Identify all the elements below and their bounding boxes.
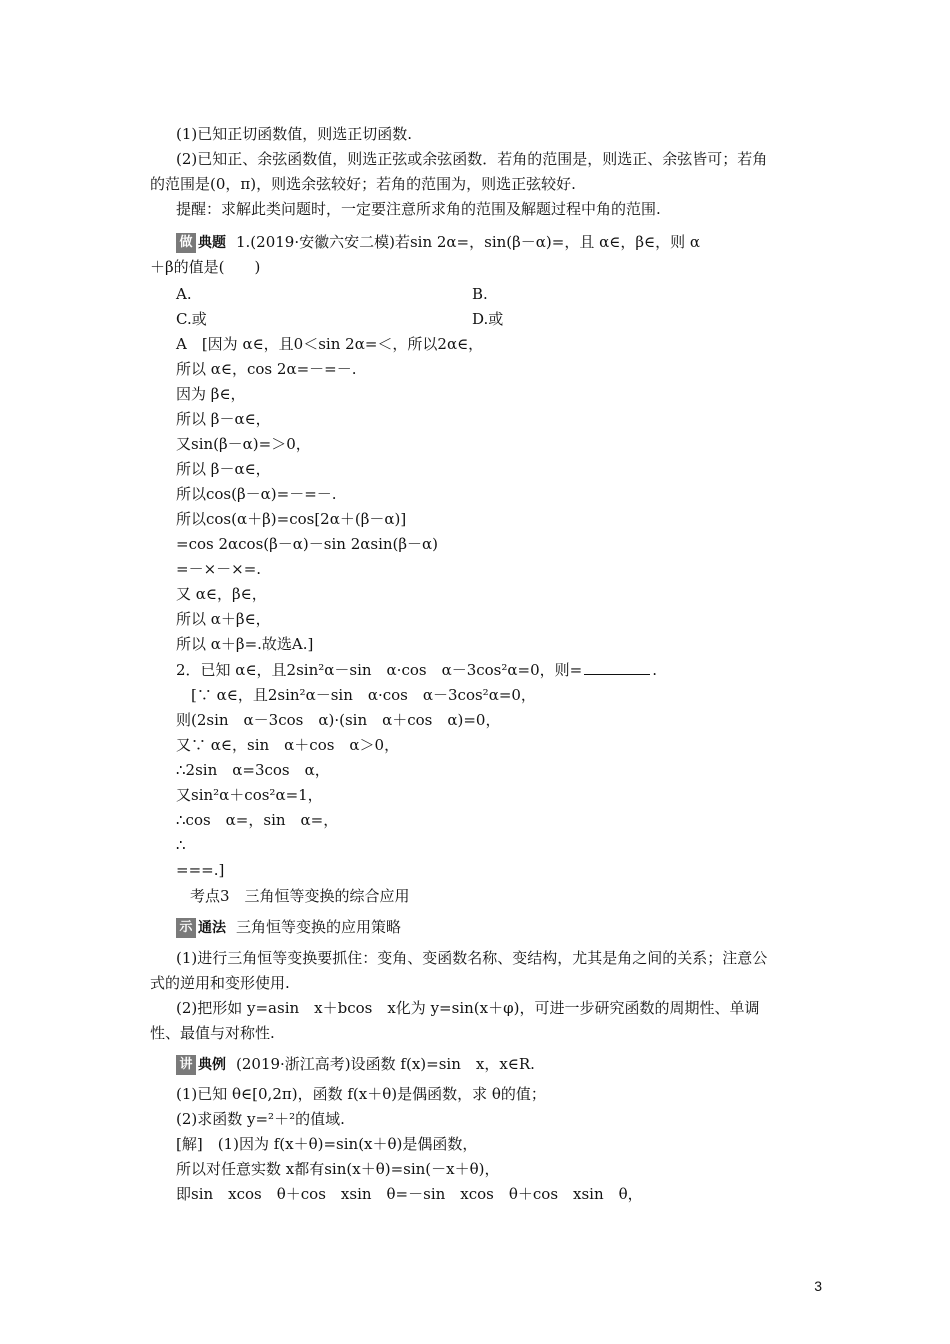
text-line xyxy=(176,583,267,605)
text-line xyxy=(176,458,271,480)
line-text: 所以cos(α＋β)=cos[2α＋(β－α)] xyxy=(176,510,407,528)
line-text: 因为 β∈， xyxy=(176,385,246,403)
option-b xyxy=(472,283,488,305)
text-line xyxy=(176,734,399,756)
line-text: ∴ xyxy=(176,836,186,854)
text-line xyxy=(176,383,246,405)
text-line xyxy=(176,558,261,580)
line-text: =cos 2αcos(β－α)－sin 2αsin(β－α) xyxy=(176,535,439,553)
line-text: (1)进行三角恒等变换要抓住：变角、变函数名称、变结构，尤其是角之间的关系；注意公 xyxy=(176,949,768,967)
line-text: 又sin²α＋cos²α=1， xyxy=(176,786,323,804)
method-badge-label: 通法 xyxy=(198,920,226,936)
text-line xyxy=(176,1108,345,1130)
text-line xyxy=(176,1183,643,1205)
text-line xyxy=(176,916,401,938)
text-line xyxy=(176,684,536,706)
page-number: 3 xyxy=(814,1278,822,1294)
text-line xyxy=(176,997,759,1019)
text-line xyxy=(176,709,500,731)
line-text: A [因为 α∈，且0＜sin 2α=＜，所以2α∈， xyxy=(176,335,484,353)
text-line xyxy=(176,784,323,806)
practice-badge-icon: 做 xyxy=(176,233,196,253)
line-text: (2)求函数 y=²＋²的值域. xyxy=(176,1110,345,1128)
text-line xyxy=(176,1053,535,1075)
line-text: 性、最值与对称性. xyxy=(150,1024,275,1042)
line-text: [解] (1)因为 f(x＋θ)=sin(x＋θ)是偶函数， xyxy=(176,1135,478,1153)
text-line xyxy=(176,358,356,380)
line-text: 所以对任意实数 x都有sin(x＋θ)=sin(－x＋θ)， xyxy=(176,1160,500,1178)
line-text: 则(2sin α－3cos α)·(sin α＋cos α)=0， xyxy=(176,711,501,729)
example-badge-label: 典例 xyxy=(198,1057,226,1073)
text-line xyxy=(150,972,290,994)
section-heading xyxy=(190,885,410,907)
text-line xyxy=(176,608,271,630)
line-text: 又sin(β－α)=＞0， xyxy=(176,435,311,453)
text-line xyxy=(150,256,260,278)
text-line xyxy=(176,759,330,781)
line-text: D.或 xyxy=(472,310,504,328)
line-text: 所以 β－α∈， xyxy=(176,460,271,478)
text-line xyxy=(150,1022,275,1044)
option-a xyxy=(176,283,192,305)
line-text: 2．已知 α∈，且2sin²α－sin α·cos α－3cos²α=0，则= xyxy=(176,661,583,679)
line-text: 所以 α∈，cos 2α=－=－. xyxy=(176,360,357,378)
text-line xyxy=(176,148,767,170)
line-text: 式的逆用和变形使用. xyxy=(150,974,290,992)
line-text: ===.] xyxy=(176,861,225,879)
line-text: (2019·浙江高考)设函数 f(x)=sin x，x∈R. xyxy=(236,1055,535,1073)
method-badge xyxy=(176,918,226,938)
line-text: (2)已知正、余弦函数值，则选正弦或余弦函数．若角的范围是，则选正、余弦皆可；若角 xyxy=(176,150,768,168)
text-line xyxy=(176,508,406,530)
line-text: 所以 β－α∈， xyxy=(176,410,271,428)
line-text: ∴2sin α=3cos α， xyxy=(176,761,330,779)
line-text: (1)已知 θ∈[0,2π)，函数 f(x＋θ)是偶函数，求 θ的值； xyxy=(176,1085,546,1103)
text-line xyxy=(176,1083,546,1105)
line-text: C.或 xyxy=(176,310,207,328)
line-text: [∵ α∈，且2sin²α－sin α·cos α－3cos²α=0， xyxy=(176,686,536,704)
practice-badge-label: 典题 xyxy=(198,235,226,251)
example-badge-icon: 讲 xyxy=(176,1055,196,1075)
text-line xyxy=(176,809,338,831)
text-line xyxy=(176,834,186,856)
line-text: (2)把形如 y=asin x＋bcos x化为 y=sin(x＋φ)，可进一步研究函数的周期性、单调 xyxy=(176,999,760,1017)
text-line xyxy=(176,408,271,430)
line-text: B. xyxy=(472,285,488,303)
text-line xyxy=(176,198,661,220)
line-text: 三角恒等变换的应用策略 xyxy=(236,918,402,936)
line-text: ＋β的值是( ) xyxy=(150,258,261,276)
text-line xyxy=(176,1133,477,1155)
line-text: ∴cos α=，sin α=， xyxy=(176,811,339,829)
text-line xyxy=(176,333,483,355)
text-line xyxy=(176,123,412,145)
text-line xyxy=(176,859,224,881)
line-text: =－×－×=. xyxy=(176,560,262,578)
text-line xyxy=(176,433,311,455)
line-text: (1)已知正切函数值，则选正切函数. xyxy=(176,125,413,143)
line-text: 所以 α＋β∈， xyxy=(176,610,271,628)
line-end-period: . xyxy=(652,661,657,679)
text-line xyxy=(176,231,700,253)
line-text: 又∵ α∈，sin α＋cos α＞0， xyxy=(176,736,400,754)
option-c xyxy=(176,308,207,330)
line-text: 考点3 三角恒等变换的综合应用 xyxy=(190,887,410,905)
line-text: 又 α∈，β∈， xyxy=(176,585,267,603)
answer-blank xyxy=(584,660,650,675)
line-text: 提醒：求解此类问题时，一定要注意所求角的范围及解题过程中角的范围. xyxy=(176,200,661,218)
text-line xyxy=(176,533,438,555)
example-badge xyxy=(176,1055,226,1075)
text-line xyxy=(176,947,767,969)
line-text: A. xyxy=(176,285,192,303)
option-d xyxy=(472,308,503,330)
text-line xyxy=(176,1158,500,1180)
line-text: 的范围是(0，π)，则选余弦较好；若角的范围为，则选正弦较好. xyxy=(150,175,576,193)
line-text: 所以 α＋β=.故选A.] xyxy=(176,635,314,653)
text-line xyxy=(176,483,337,505)
text-line xyxy=(176,659,657,681)
line-text: 1.(2019·安徽六安二模)若sin 2α=，sin(β－α)=，且 α∈，β∈，则 α xyxy=(236,233,701,251)
line-text: 即sin xcos θ＋cos xsin θ=－sin xcos θ＋cos xsin θ， xyxy=(176,1185,643,1203)
method-badge-icon: 示 xyxy=(176,918,196,938)
line-text: 所以cos(β－α)=－=－. xyxy=(176,485,337,503)
practice-badge xyxy=(176,233,226,253)
text-line xyxy=(150,173,576,195)
text-line xyxy=(176,633,313,655)
